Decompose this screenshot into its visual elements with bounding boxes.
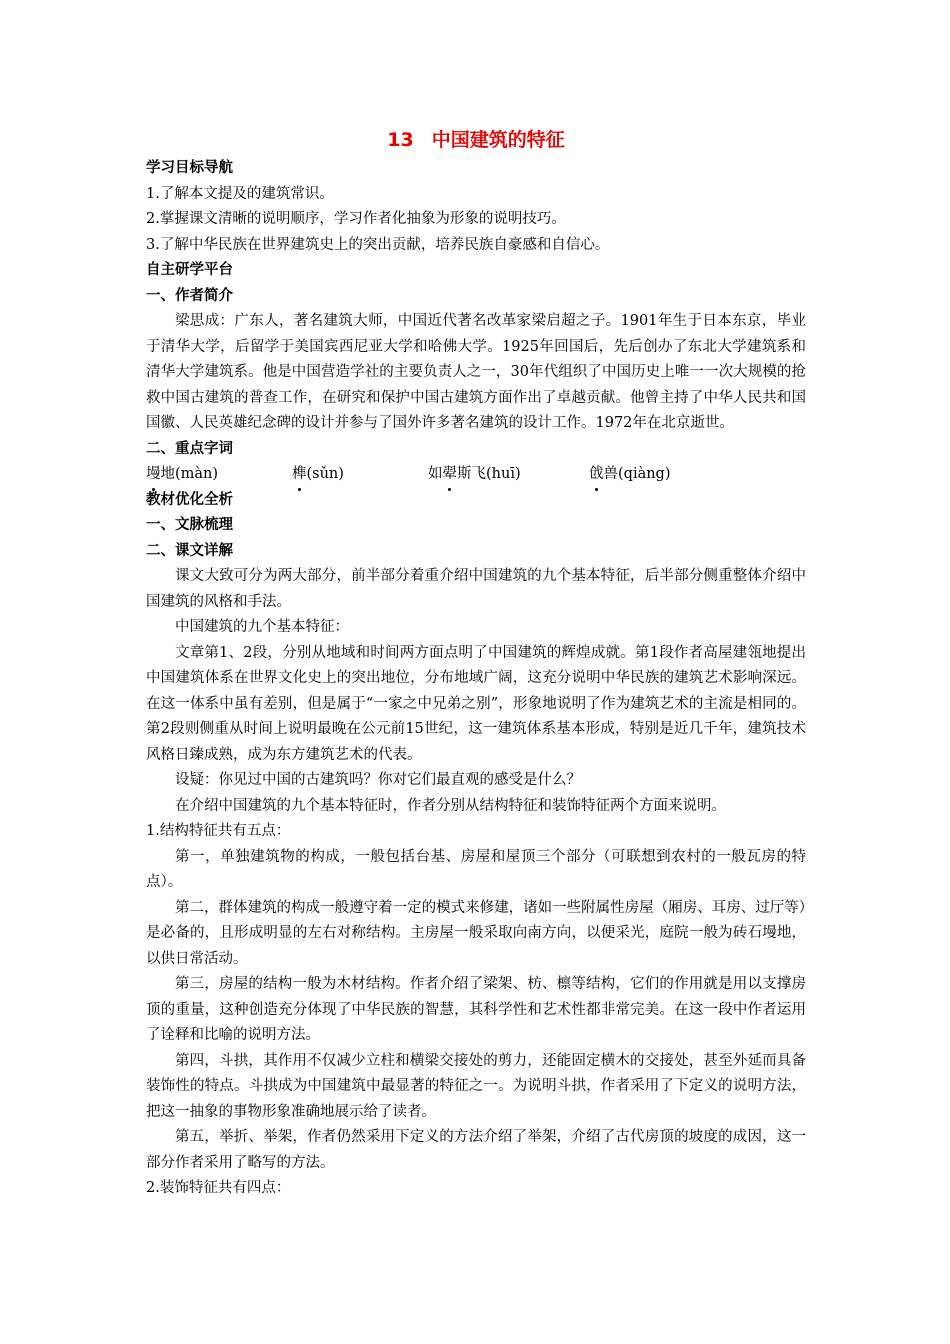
goal-item-1: 1.了解本文提及的建筑常识。 xyxy=(146,185,334,202)
document-page xyxy=(146,120,806,1202)
intro-paragraph: 课文大致可分为两大部分，前半部分着重介绍中国建筑的九个基本特征，后半部分侧重整体介绍中国建筑的风格和手法。 xyxy=(146,568,806,610)
analysis-heading: 教材优化全析 xyxy=(146,491,233,508)
feature-fifth-paragraph: 第五，举折、举架，作者仍然采用下定义的方法介绍了举架，介绍了古代房顶的坡度的成因，这一部分作者采用了略写的方法。 xyxy=(146,1129,806,1171)
author-heading: 一、作者简介 xyxy=(146,287,233,304)
structure-features-title: 1.结构特征共有五点： xyxy=(146,823,291,839)
feature-second-paragraph: 第二，群体建筑的构成一般遵守着一定的模式来修建，诸如一些附属性房屋（厢房、耳房、过厅等）是必备的，且形成明显的左右对称结构。主房屋一般采取向南方向，以便采光，庭院一般为砖石墁地，以供日常活动。 xyxy=(146,899,806,967)
keyword-item: 如翚斯飞(huī) xyxy=(428,462,521,488)
self-study-heading: 自主研学平台 xyxy=(146,262,233,278)
goal-item-2: 2.掌握课文清晰的说明顺序，学习作者化抽象为形象的说明技巧。 xyxy=(146,211,566,227)
goals-heading: 学习目标导航 xyxy=(146,160,233,176)
goal-item-3: 3.了解中华民族在世界建筑史上的突出贡献，培养民族自豪感和自信心。 xyxy=(146,236,610,253)
title-text: 中国建筑的特征 xyxy=(431,129,565,151)
outline-heading: 一、文脉梳理 xyxy=(146,517,233,533)
keyword-item: 墁地(màn) xyxy=(146,462,218,488)
title-number: 13 xyxy=(387,129,414,151)
two-aspects-paragraph: 在介绍中国建筑的九个基本特征时，作者分别从结构特征和装饰特征两个方面来说明。 xyxy=(175,797,726,814)
question-paragraph: 设疑：你见过中国的古建筑吗？你对它们最直观的感受是什么？ xyxy=(175,772,581,788)
feature-first-paragraph: 第一，单独建筑物的构成，一般包括台基、房屋和屋顶三个部分（可联想到农村的一般瓦房的特点）。 xyxy=(146,848,806,890)
document-title xyxy=(146,124,806,156)
author-paragraph: 梁思成：广东人，著名建筑大师，中国近代著名改革家梁启超之子。1901年生于日本东京，毕业于清华大学，后留学于美国宾西尼亚大学和哈佛大学。1925年回国后，先后创办了东北大学建筑系和清华大学建筑系。他是中国营造学社的主要负责人之一，30年代组织了中国历史上唯一一次大规模的抢救中国古建筑的普查工作，在研究和保护中国古建筑方面作出了卓越贡献。他曾主持了中华人民共和国国徽、人民英雄纪念碑的设计并参与了国外许多著名建筑的设计工作。1972年在北京逝世。 xyxy=(146,313,806,431)
paragraph-sections-1-2: 文章第1、2段，分别从地域和时间两方面点明了中国建筑的辉煌成就。第1段作者高屋建瓴地提出中国建筑体系在世界文化史上的突出地位，分布地域广阔，这充分说明中华民族的建筑艺术影响深远。在这一体系中虽有差别，但是属于“一家之中兄弟之别”，形象地说明了作为建筑艺术的主流是相同的。第2段则侧重从时间上说明最晚在公元前15世纪，这一建筑体系基本形成，特别是近几千年，建筑技术风格日臻成熟，成为东方建筑艺术的代表。 xyxy=(146,644,806,763)
keyword-item: 戗兽(qiàng) xyxy=(589,462,671,488)
detail-heading: 二、课文详解 xyxy=(146,542,233,559)
nine-features-paragraph: 中国建筑的九个基本特征： xyxy=(175,619,349,635)
feature-third-paragraph: 第三，房屋的结构一般为木材结构。作者介绍了梁架、枋、檩等结构，它们的作用就是用以支撑房顶的重量，这种创造充分体现了中华民族的智慧，其科学性和艺术性都非常完美。在这一段中作者运用了诠释和比喻的说明方法。 xyxy=(146,976,806,1043)
keyword-item: 榫(sǔn) xyxy=(292,462,344,488)
decoration-features-title: 2.装饰特征共有四点： xyxy=(146,1180,291,1196)
keywords-heading: 二、重点字词 xyxy=(146,440,233,457)
feature-fourth-paragraph: 第四，斗拱，其作用不仅减少立柱和横梁交接处的剪力，还能固定横木的交接处，甚至外延而具备装饰性的特点。斗拱成为中国建筑中最显著的特征之一。为说明斗拱，作者采用了下定义的说明方法，把这一抽象的事物形象准确地展示给了读者。 xyxy=(146,1052,806,1120)
keyword-list xyxy=(146,462,806,488)
